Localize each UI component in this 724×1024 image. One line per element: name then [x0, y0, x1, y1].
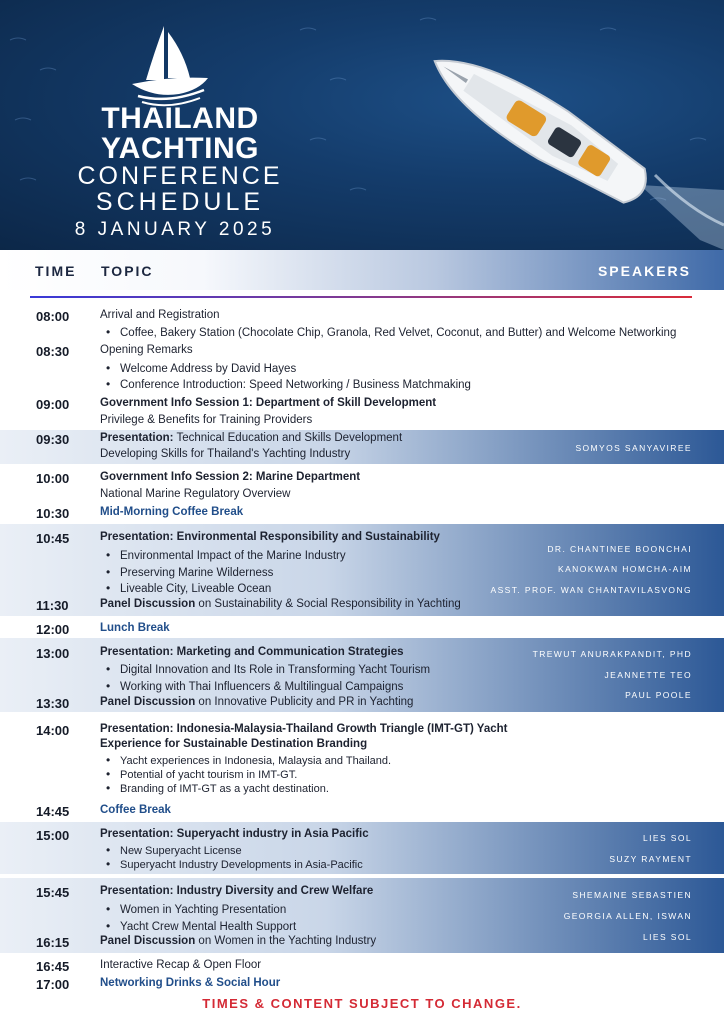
column-header-time: TIME: [35, 263, 77, 279]
session-bullet: [106, 753, 391, 767]
session-subtitle: National Marine Regulatory Overview: [100, 488, 291, 500]
time-label: 09:00: [36, 397, 70, 412]
session-title: Arrival and Registration: [100, 309, 220, 321]
bullet-text: Environmental Impact of the Marine Industry: [120, 550, 346, 562]
session-bullet: [106, 662, 430, 676]
session-title: [100, 397, 436, 409]
session-bullet: [106, 325, 676, 339]
session-title-text: Government Info Session 1: Department of Skill Development: [100, 397, 437, 409]
session-title: [100, 885, 373, 897]
time-label: 16:45: [36, 959, 70, 974]
time-label: 11:30: [36, 598, 69, 613]
session-bullet: [106, 902, 286, 916]
time-label: 12:00: [36, 622, 70, 637]
bullet-text: Women in Yachting Presentation: [120, 904, 287, 916]
time-label: 15:00: [36, 828, 70, 843]
session-title: [100, 696, 413, 708]
session-bullet: [106, 679, 403, 693]
yacht-illustration: [395, 40, 695, 220]
bullet-text: Digital Innovation and Its Role in Transforming Yacht Tourism: [120, 664, 431, 676]
time-label: 17:00: [36, 977, 70, 992]
title-line: SCHEDULE: [95, 188, 265, 216]
break-label: Mid-Morning Coffee Break: [100, 506, 244, 518]
session-bullet: [106, 548, 346, 562]
time-label: 14:45: [36, 804, 70, 819]
session-title-text: Presentation: Indonesia-Malaysia-Thailand Growth Triangle (IMT-GT) Yacht: [100, 723, 508, 735]
speaker-name: ASST. PROF. WAN CHANTAVILASVONG: [490, 585, 692, 595]
session-bullet: [106, 781, 329, 795]
speaker-name: TREWUT ANURAKPANDIT, PHD: [532, 649, 692, 659]
session-title-text: on Women in the Yachting Industry: [195, 935, 377, 947]
bullet-text: Superyacht Industry Developments in Asia-Pacific: [120, 859, 363, 871]
session-bullet: [106, 843, 242, 857]
speaker-name: KANOKWAN HOMCHA-AIM: [558, 564, 692, 574]
header-divider: [30, 296, 692, 298]
bullet-text: Liveable City, Liveable Ocean: [120, 583, 272, 595]
session-title-text: Presentation: Superyacht industry in Asia Pacific: [100, 828, 369, 840]
session-title-text: on Innovative Publicity and PR in Yachting: [195, 696, 414, 708]
session-bullet: [106, 767, 297, 781]
session-title: [100, 531, 440, 543]
column-header-topic: TOPIC: [101, 263, 154, 279]
title-line: THAILAND: [101, 102, 259, 135]
session-title-text: on Sustainability & Social Responsibility in Yachting: [195, 598, 461, 610]
bullet-text: Coffee, Bakery Station (Chocolate Chip, Granola, Red Velvet, Coconut, and Butter) and Welcome Networking: [120, 327, 677, 339]
bullet-text: Welcome Address by David Hayes: [120, 363, 297, 375]
bullet-text: Preserving Marine Wilderness: [120, 567, 274, 579]
session-title: Interactive Recap & Open Floor: [100, 959, 262, 971]
session-bullet: [106, 919, 296, 933]
session-prefix: Panel Discussion: [100, 935, 196, 947]
break-label: Lunch Break: [100, 622, 170, 634]
bullet-text: Conference Introduction: Speed Networking / Business Matchmaking: [120, 379, 471, 391]
time-label: 08:30: [36, 344, 70, 359]
disclaimer-footer: TIMES & CONTENT SUBJECT TO CHANGE.: [202, 996, 522, 1011]
speaker-name: LIES SOL: [643, 932, 692, 942]
session-title-text: Presentation: Marketing and Communication Strategies: [100, 646, 404, 658]
title-line: CONFERENCE: [77, 162, 283, 190]
session-title: [100, 828, 369, 840]
speaker-name: GEORGIA ALLEN, ISWAN: [563, 911, 692, 921]
time-label: 13:30: [36, 696, 70, 711]
conference-date: 8 JANUARY 2025: [74, 219, 276, 240]
speaker-name: LIES SOL: [643, 833, 692, 843]
time-label: 10:45: [36, 531, 70, 546]
speaker-name: SOMYOS SANYAVIREE: [575, 443, 692, 453]
bullet-text: Branding of IMT-GT as a yacht destination.: [120, 783, 329, 795]
session-title-text: Experience for Sustainable Destination Branding: [100, 738, 368, 750]
session-subtitle: Developing Skills for Thailand's Yachting Industry: [100, 448, 351, 460]
time-label: 10:30: [36, 506, 70, 521]
time-label: 09:30: [36, 432, 70, 447]
break-label: Networking Drinks & Social Hour: [100, 977, 281, 989]
session-bullet: [106, 581, 271, 595]
session-title: [100, 471, 360, 483]
schedule-header: [0, 250, 724, 290]
bullet-text: Potential of yacht tourism in IMT-GT.: [120, 769, 298, 781]
session-bullet: [106, 377, 471, 391]
session-bullet: [106, 857, 363, 871]
speaker-name: SUZY RAYMENT: [609, 854, 692, 864]
time-label: 14:00: [36, 723, 70, 738]
session-bullet: [106, 361, 296, 375]
session-title: Opening Remarks: [100, 344, 193, 356]
time-label: 16:15: [36, 935, 70, 950]
session-prefix: Presentation:: [100, 432, 174, 444]
session-title: [100, 646, 404, 658]
speaker-name: DR. CHANTINEE BOONCHAI: [547, 544, 692, 554]
session-title: [100, 723, 507, 735]
session-prefix: Panel Discussion: [100, 696, 196, 708]
time-label: 13:00: [36, 646, 70, 661]
speaker-name: JEANNETTE TEO: [604, 670, 692, 680]
session-subtitle: Privilege & Benefits for Training Providers: [100, 414, 313, 426]
session-bullet: [106, 565, 273, 579]
column-header-speakers: SPEAKERS: [597, 263, 691, 279]
session-title: [100, 738, 367, 750]
time-label: 15:45: [36, 885, 70, 900]
bullet-text: Yacht experiences in Indonesia, Malaysia and Thailand.: [120, 755, 392, 767]
session-title-text: Presentation: Industry Diversity and Crew Welfare: [100, 885, 374, 897]
session-title-text: Presentation: Environmental Responsibility and Sustainability: [100, 531, 440, 543]
speaker-name: PAUL POOLE: [625, 690, 692, 700]
bullet-text: Working with Thai Influencers & Multilingual Campaigns: [120, 681, 404, 693]
session-title-text: Technical Education and Skills Development: [173, 432, 403, 444]
time-label: 10:00: [36, 471, 70, 486]
bullet-text: Yacht Crew Mental Health Support: [120, 921, 297, 933]
yacht-logo-icon: [124, 18, 214, 108]
session-title: [100, 598, 461, 610]
break-label: Coffee Break: [100, 804, 171, 816]
session-prefix: Panel Discussion: [100, 598, 196, 610]
time-label: 08:00: [36, 309, 70, 324]
session-title-text: Government Info Session 2: Marine Department: [100, 471, 361, 483]
title-line: YACHTING: [101, 132, 259, 165]
session-title: [100, 432, 402, 444]
speaker-name: SHEMAINE SEBASTIEN: [572, 890, 692, 900]
session-title: [100, 935, 376, 947]
conference-title: [60, 104, 300, 215]
hero-banner: [0, 0, 724, 250]
bullet-text: New Superyacht License: [120, 845, 242, 857]
